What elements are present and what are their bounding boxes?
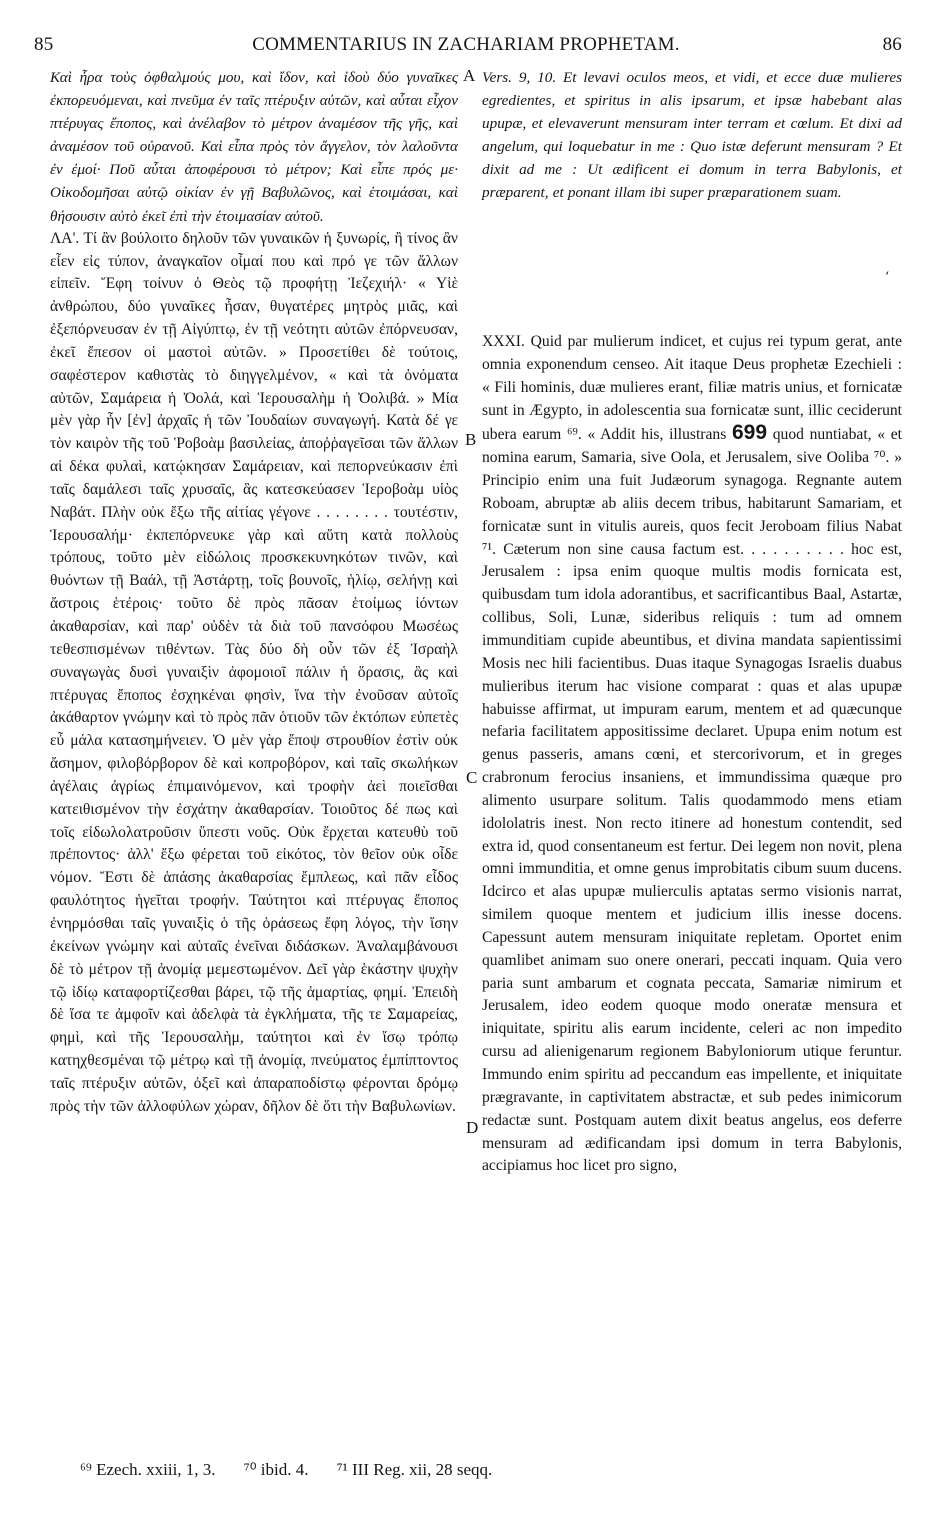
greek-column	[50, 66, 458, 1119]
column-number: 699	[731, 421, 768, 445]
page-number-right: 86	[882, 34, 902, 55]
margin-marker-c: C	[466, 768, 478, 787]
latin-commentary-part-1: XXXI. Quid par mulierum indicet, et cujus rei typum gerat, ante omnia exponendum censeo. Ait itaque Deus prophetæ Ezechieli : « Fili hominis, duæ mulieres erant, filiæ matris unius, et fornicatæ sunt in Ægypto, in adolescentia sua fornicatæ sunt, illic ceciderunt ubera earum ⁶⁹. « Addit his, illustrans	[482, 333, 902, 444]
latin-column	[482, 66, 902, 1178]
greek-verse-text: Καὶ ἦρα τοὺς ὀφθαλμούς μου, καὶ ἴδον, καὶ ἰδοὺ δύο γυναῖκες ἐκπορευόμεναι, καὶ πνεῦμα ἐν ταῖς πτέρυξιν αὐτῶν, καὶ αὗται εἶχον πτέρυγας ἔποπος, καὶ ἀνέλαβον τὸ μέτρον ἀναμέσον τῆς γῆς, καὶ ἀναμέσον τοῦ οὐρανοῦ. Καὶ εἶπα πρὸς τὸν ἄγγελον, τὸν λαλοῦντα ἐν ἐμοί· Ποῦ αὗται ἀποφέρουσι τὸ μέτρον; Καὶ εἶπε πρός με· Οἰκοδομῆσαι αὐτῷ οἰκίαν ἐν γῇ Βαβυλῶνος, καὶ ἑτοιμάσαι, καὶ θήσουσιν αὐτὸ ἐκεῖ ἐπὶ τὴν ἑτοιμασίαν αὐτοῦ.	[50, 69, 458, 225]
margin-marker-b: B	[465, 430, 477, 449]
margin-marker-a: A	[463, 66, 476, 85]
stray-mark: ‘	[885, 270, 890, 285]
page-number-left: 85	[34, 34, 54, 55]
footnote-69: ⁶⁹ Ezech. xxiii, 1, 3.	[80, 1460, 216, 1479]
footnote-70: ⁷⁰ ibid. 4.	[243, 1460, 309, 1479]
latin-commentary	[482, 331, 902, 1178]
greek-commentary-text: ΛΑ'. Τί ἂν βούλοιτο δηλοῦν τῶν γυναικῶν ἡ ξυνωρίς, ἢ τίνος ἂν εἶεν εἰς τύπον, ἀναγκαῖον οἶμαί που καὶ πρό γε τῶν ἄλλων εἰπεῖν. Ἔφη τοίνυν ὁ Θεὸς τῷ προφήτῃ Ἰεζεχιήλ· « Υἱὲ ἀνθρώπου, δύο γυναῖκες ἦσαν, θυγατέρες μητρὸς μιᾶς, καὶ ἐξεπόρνευσαν ἐν τῇ Αἰγύπτῳ, ἐν τῇ νεότητι αὐτῶν ἐπόρνευσαν, ἐκεῖ ἔπεσον οἱ μαστοὶ αὐτῶν. » Προσετίθει δὲ τούτοις, σαφέστερον καθιστὰς τὸ διηγγελμένον, « καὶ τὰ ὀνόματα αὐτῶν, Σαμάρεια ἡ Ὀολά, καὶ Ἱερουσαλὴμ ἡ Ὀολιβά. » Μία μὲν γὰρ ἦν [ἐν] ἀρχαῖς ἡ τῶν Ἰουδαίων συναγωγή. Κατὰ δέ γε τὸν καιρὸν τῆς τοῦ Ῥοβοὰμ βασιλείας, ἀποῤῥαγεῖσαι τῶν ἄλλων αἱ δέκα φυλαὶ, κατῴκησαν Σαμάρειαν, καὶ πεπορνεύκασιν ἐπὶ ταῖς δαμάλεσι ταῖς χρυσαῖς, ἃς κατεσκεύασεν Ἱεροβοὰμ υἱὸς Ναβάτ. Πλὴν οὐκ ἔξω τῆς αἰτίας γέγονε . . . . . . . . τουτέστιν, Ἱερουσαλήμ· ἐκπεπόρνευκε γὰρ καὶ αὕτη κατὰ πολλοὺς τρόπους, τοῦτο μὲν εἰδώλοις προσκεκυνηκότων τινῶν, καὶ θυόντων τῇ Βαάλ, τῇ Ἀστάρτῃ, τοῖς βουνοῖς, ἡλίῳ, σελήνῃ καὶ ἄστροις ἑτέροις· τοῦτο δὲ πρὸς πᾶσαν ἑτοίμως ἰόντων ἀκαθαρσίαν, καὶ παρ' οὐδὲν τὰ διὰ τοῦ πανσόφου Μωσέως τεθεσπισμένων τιθέντων. Τὰς δύο δὴ οὖν τῶν ἐξ Ἰσραὴλ συναγωγὰς δυσὶ γυναιξὶν ἀφομοιοῖ πάλιν ἡ ὅρασις, ἃς καὶ πτέρυγας ἔποπος ἐσχηκέναι φησὶν, ἵνα τὴν ἐνοῦσαν αὐτοῖς ἀκάθαρτον γνώμην καὶ τὸ πρὸς πᾶν ὁτιοῦν τῶν ἐκτόπων εὐπετὲς εὖ μάλα κατασημήνειεν. Ὁ μὲν γὰρ ἔποψ στρουθίον ἐστὶν οὐκ ἄσημον, φιλοβόρβορον δὲ καὶ κοπροβόρον, καὶ ταῖς σκωλήκων ἀγέλαις ἀγρίως ἐπιμαινόμενον, καὶ τροφὴν ἀεὶ ποιεῖσθαι κατειθισμένον τὴν ἐσχάτην ἀκαθαρσίαν. Τοιοῦτος δέ πως καὶ τοῖς εἰδωλολατροῦσιν ὕπεστι νοῦς. Οὐκ ἔρχεται κατευθὺ τοῦ πρέποντος· ἀλλ' ἔξω φέρεται τοῦ εἰκότος, τὸν θεῖον οὐκ οἶδε νόμον. Ἔστι δὲ ἁπάσης ἀκαθαρσίας ἔμπλεως, καὶ πᾶν εἶδος φαυλότητος ἡγεῖται τροφήν. Ταύτητοι καὶ πτέρυγας ἔποπος ἐνηρμόσθαι ταῖς γυναιξὶς ὁ τῆς ὁράσεως ἔφη λόγος, τὴν ἴσην ἐκείνων γνώμην καὶ αὐταῖς ἐνεῖναι διδάσκων. Ἀναλαμβάνουσι δὲ τὸ μέτρον τῇ ἀνομίᾳ μεμεστωμένον. Δεῖ γὰρ ἑκάστην ψυχὴν τῷ ἰδίῳ καταφορτίζεσθαι βάρει, τῷ τῆς ἁμαρτίας, φημί. Ἐπειδὴ δὲ ἴσα τε ἀμφοῖν καὶ ἀδελφὰ τὰ ἐγκλήματα, τῆς τε Σαμαρείας, φημὶ, καὶ τῆς Ἱερουσαλὴμ, ταύτητοι καὶ ἐν ἴσῳ τρόπῳ κατηχθεσμέναι τῷ μέτρῳ καὶ τῇ ἀνομίᾳ, πνεύματος ἐμπίπτοντος ταῖς πτέρυξιν αὐτῶν, ὀξεῖ καὶ ἀπαραποδίστῳ φέρονται δρόμῳ πρὸς τὴν τῶν ἀλλοφύλων χώραν, δῆλον δὲ ὅτι τὴν Βαβυλωνίων.	[50, 229, 458, 1115]
margin-marker-d: D	[466, 1118, 479, 1137]
latin-verse-text: Vers. 9, 10. Et levavi oculos meos, et vidi, et ecce duæ mulieres egredientes, et spiritus in alis ipsarum, et ipsæ habebant alas upupæ, et elevaverunt mensuram inter terram et cœlum. Et dixi ad angelum, qui loquebatur in me : Quo istæ deferunt mensuram ? Et dixit ad me : Ut ædificent ei domum in terra Babylonis, et præparent, et ponant illam ibi super præparationem suam.	[482, 69, 902, 202]
footnotes	[80, 1460, 880, 1480]
footnote-71: ⁷¹ III Reg. xii, 28 seqq.	[336, 1460, 493, 1479]
page-header	[30, 34, 902, 60]
latin-commentary-part-2: quod nuntiabat, « et nomina earum, Samaria, sive Oola, et Jerusalem, sive Ooliba ⁷⁰. » Principio enim una fuit Judæorum synagoga. Regnante autem Roboam, abruptæ ab aliis decem tribus, habitarunt Samariam, et fornicatæ sunt in vitulis aureis, quos fecit Jeroboam filius Nabat ⁷¹. Cæterum non sine causa factum est. . . . . . . . . . hoc est, Jerusalem : ipsa enim quoque multis modis fornicata est, quibusdam tum idola adorantibus, et sacrificantibus Baal, Astartæ, collibus, Soli, Lunæ, sideribus reliquis : tum ad omnem immunditiam cupide abeuntibus, et divina mandata sapientissimi Mosis nec hili facientibus. Duas itaque Synagogas Israelis duabus mulieribus iterum hac visione comparat : quas et alas upupæ habuisse affirmat, ut impuram earum, mentem et ad quæcunque nefaria facilitatem appositissime declaret. Upupa enim notum est genus passeris, amans cœni, et stercorivorum, et in greges crabronum ferocius insaniens, et immundissima quæque pro alimento usurpare solitum. Talis quodammodo mens etiam idololatris inest. Non recto itinere ad honestum contendit, sed extra id, quod consentaneum est fertur. Dei legem non novit, plena omni immunditia, et omne genus improbitatis cibum suum ducens. Idcirco et alas upupæ mulierculis aptatas sermo visionis narrat, similem quoque mentem et judicium illis inesse docens. Capessunt autem mensuram iniquitate repletam. Oportet enim quamlibet animam suo onere onerari, peccati inquam. Quia vero paria sunt ambarum et cognata peccata, Samariæ nimirum et Jerusalem, ideo eodem quoque modo oneratæ mensura et iniquitate, spiritu alis earum incidente, celeri ac non impedito cursu ad alienigenarum regionem Babyloniorum utique feruntur. Immundo enim spiritu ad peccandum eas impellente, et iniquitate prægravante, in captivitatem abstractæ, et sub pedes inimicorum redactæ sunt. Postquam autem dixit beatus angelus, eos deferre mensuram ad ædificandam ipsi domum in terra Babylonis, accipiamus hoc licet pro signo,	[482, 426, 902, 1175]
running-title: COMMENTARIUS IN ZACHARIAM PROPHETAM.	[252, 34, 680, 55]
